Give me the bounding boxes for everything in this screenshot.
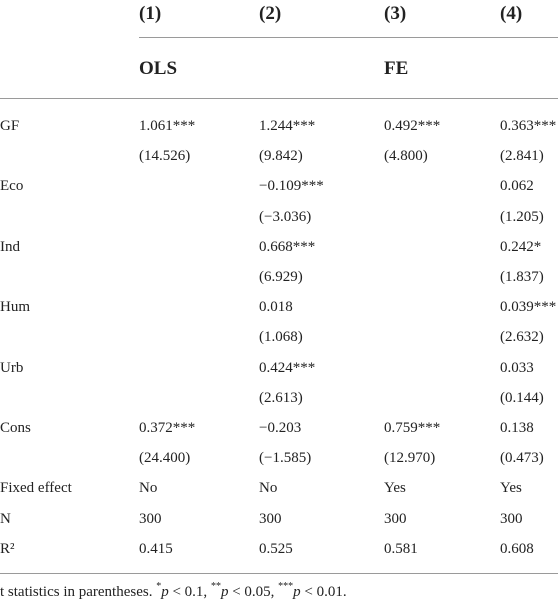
table-cell: (12.970): [384, 450, 436, 467]
column-header-2: (2): [259, 3, 282, 24]
table-cell: 0.039***: [500, 299, 557, 316]
footnote-p-1: p: [161, 584, 169, 600]
table-cell: (2.841): [500, 148, 544, 165]
table-cell: 0.424***: [259, 359, 316, 376]
table-cell: No: [139, 480, 158, 497]
footnote: [0, 582, 347, 602]
table-cell: (9.842): [259, 148, 303, 165]
table-cell: (2.613): [259, 389, 303, 406]
footnote-text-1: < 0.1,: [168, 584, 211, 600]
footnote-lead: t statistics in parentheses.: [0, 584, 157, 600]
table-cell: (1.205): [500, 208, 544, 225]
table-cell: (24.400): [139, 450, 191, 467]
table-cell: (1.837): [500, 269, 544, 285]
row-label: R²: [0, 540, 15, 557]
table-cell: 0.668***: [259, 238, 316, 255]
table-cell: 0.062: [500, 178, 534, 195]
column-header-1: (1): [139, 3, 162, 24]
table-cell: (6.929): [259, 269, 303, 285]
row-label: Cons: [0, 420, 31, 436]
table-cell: (−1.585): [259, 450, 312, 467]
table-cell: (2.632): [500, 329, 544, 346]
table-cell: 300: [259, 510, 282, 527]
table-cell: Yes: [500, 480, 522, 497]
table-cell: 0.759***: [384, 420, 441, 436]
method-label-fe: FE: [384, 58, 409, 79]
table-cell: Yes: [384, 480, 406, 497]
footnote-mark-3: ***: [278, 581, 294, 592]
footnote-text-2: < 0.05,: [228, 584, 279, 600]
table-cell: 0.525: [259, 540, 293, 557]
row-label: Eco: [0, 178, 24, 195]
table-cell: 300: [139, 510, 162, 527]
table-cell: 0.608: [500, 540, 534, 557]
table-cell: (14.526): [139, 148, 191, 165]
table-cell: (4.800): [384, 148, 428, 165]
footnote-text-3: < 0.01.: [300, 584, 347, 600]
footnote-p-3: p: [293, 584, 301, 600]
header-rule: [0, 98, 558, 99]
table-cell: 0.372***: [139, 420, 196, 436]
table-cell: (−3.036): [259, 208, 312, 225]
table-cell: −0.109***: [259, 178, 324, 195]
footnote-p-2: p: [220, 584, 229, 600]
table-cell: 0.492***: [384, 118, 441, 134]
table-cell: 0.242*: [500, 238, 542, 255]
row-label: Fixed effect: [0, 480, 72, 497]
row-label: GF: [0, 118, 20, 134]
method-label-ols: OLS: [139, 58, 178, 79]
table-cell: 0.018: [259, 299, 293, 316]
row-label: Ind: [0, 238, 20, 255]
table-cell: (0.473): [500, 450, 544, 467]
footnote-mark-2: **: [210, 581, 221, 592]
bottom-rule: [0, 573, 558, 574]
table-cell: (0.144): [500, 389, 544, 406]
column-header-4: (4): [500, 3, 523, 24]
row-label: Hum: [0, 299, 30, 316]
row-label: Urb: [0, 359, 24, 376]
table-cell: 0.415: [139, 540, 173, 557]
table-cell: 300: [384, 510, 407, 527]
table-cell: 300: [500, 510, 523, 527]
table-cell: 0.363***: [500, 118, 557, 134]
table-cell: 0.581: [384, 540, 418, 557]
table-cell: 0.033: [500, 359, 534, 376]
table-cell: No: [259, 480, 278, 497]
table-cell: 0.138: [500, 420, 534, 436]
table-cell: (1.068): [259, 329, 303, 346]
header-subrule: [139, 37, 558, 38]
table-cell: 1.244***: [259, 118, 316, 134]
table-cell: −0.203: [259, 420, 302, 436]
row-label: N: [0, 510, 11, 527]
table-cell: 1.061***: [139, 118, 196, 134]
footnote-mark-1: *: [156, 581, 162, 592]
column-header-3: (3): [384, 3, 407, 24]
